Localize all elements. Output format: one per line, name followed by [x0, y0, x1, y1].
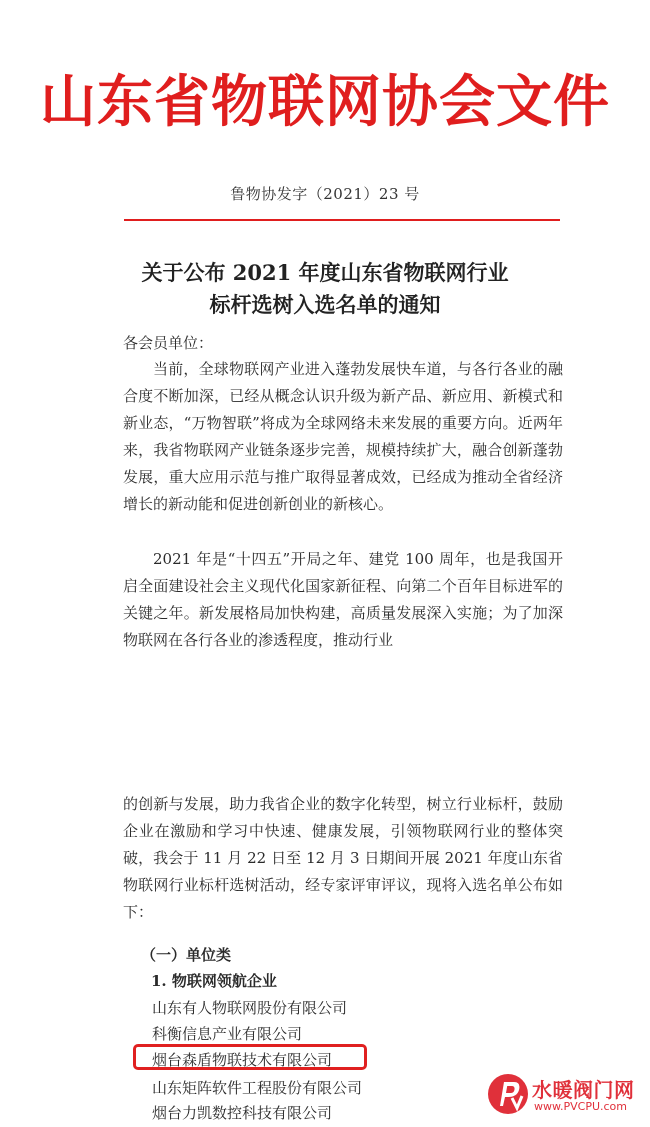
notice-title-line-2: 标杆选树入选名单的通知 — [209, 292, 441, 317]
company-list-item: 烟台力凯数控科技有限公司 — [152, 1104, 333, 1122]
body-paragraph-2: 2021 年是“十四五”开局之年、建党 100 周年，也是我国开启全面建设社会主义现代化国家新征程、向第二个百年目标进军的关键之年。新发展格局加快构建，高质量发展深入实施；为了加深物联网在各行各业的渗透程度，推动行业 — [123, 550, 563, 649]
company-list-item: 科衡信息产业有限公司 — [152, 1025, 303, 1043]
subsection-heading: 1. 物联网领航企业 — [151, 972, 277, 990]
masthead-title: 山东省物联网协会文件 — [40, 69, 610, 135]
company-list-item: 山东矩阵软件工程股份有限公司 — [152, 1079, 363, 1097]
site-watermark — [486, 1070, 650, 1125]
watermark-logo-icon — [486, 1072, 530, 1116]
notice-title-line-1: 关于公布 2021 年度山东省物联网行业 — [141, 260, 509, 285]
body-paragraph-1: 当前，全球物联网产业进入蓬勃发展快车道，与各行各业的融合度不断加深，已经从概念认识升级为新产品、新应用、新模式和新业态，“万物智联”将成为全球网络未来发展的重要方向。近两年来，我省物联网产业链条逐步完善，规模持续扩大，融合创新蓬勃发展，重大应用示范与推广取得显著成效，已经成为推动全省经济增长的新动能和促进创新创业的新核心。 — [123, 360, 563, 513]
red-divider-line — [124, 219, 560, 221]
watermark-url: www.PVCPU.com — [534, 1100, 627, 1113]
section-heading: （一）单位类 — [141, 946, 232, 964]
company-list-item: 山东有人物联网股份有限公司 — [152, 999, 348, 1017]
company-list-item-highlighted: 烟台森盾物联技术有限公司 — [152, 1051, 333, 1069]
document-number: 鲁物协发字（2021）23 号 — [230, 185, 420, 203]
watermark-site-name: 水暖阀门网 — [532, 1078, 635, 1102]
body-paragraph-3: 的创新与发展，助力我省企业的数字化转型，树立行业标杆，鼓励企业在激励和学习中快速、健康发展，引领物联网行业的整体突破，我会于 11 月 22 日至 12 月 3 日期间开展 2021 年度山东省物联网行业标杆选树活动，经专家评审评议，现将入选名单公布如下： — [123, 795, 563, 921]
salutation: 各会员单位： — [123, 334, 214, 352]
